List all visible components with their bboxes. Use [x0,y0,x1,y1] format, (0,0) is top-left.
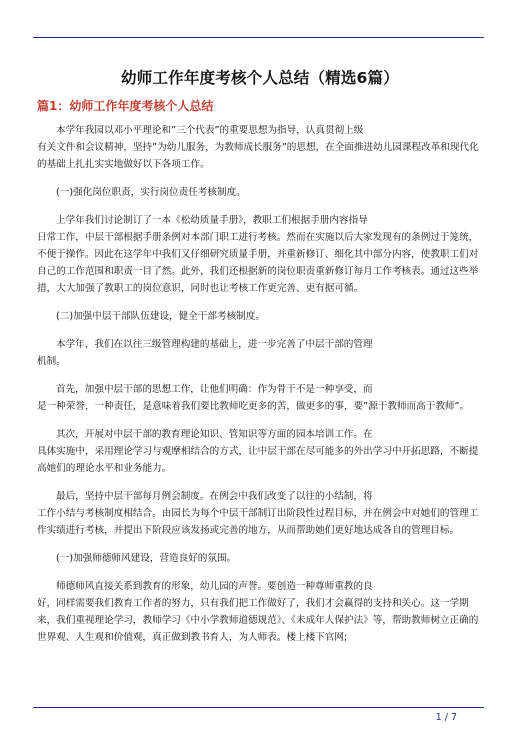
paragraph-heading-1: (一)强化岗位职责，实行岗位责任考核制度。 [56,187,246,198]
footer-rule [33,707,484,708]
document-title: 幼师工作年度考核个人总结（精选6篇） [121,69,399,87]
paragraph-last: 最后，坚持中层干部每月例会制度。在例会中我们改变了以往的小结制，将 工作小结与考核制度相结合。由园长为每个中层干部制订出阶段性过程目标，并在例会中对她们的管理工作实绩进行考核，并提出下阶段应该发扬或完善的地方，从而帮助她们更好地达成各自的管理目标。 [37,491,479,536]
paragraph-heading-2: (二)加强中层干部队伍建设，健全干部考核制度。 [56,311,265,322]
paragraph-first: 首先，加强中层干部的思想工作，让他们明确：作为骨干不是一种享受，而 是一种荣誉，一种责任，是意味着我们要比教师吃更多的苦，做更多的事，要”源于教师而高于教师”。 [37,384,470,412]
paragraph-quality-manual: 上学年我们讨论制订了一本《松幼质量手册》，教职工们根据手册内容指导 日常工作，中层干部根据手册条例对本部门职工进行考核。然而在实施以后大家发现有的条例过于笼统，不便于操作。因此在这学年中我们又仔细研究质量手册，并重新修订、细化其中部分内容，使教职工们对自己的工作范围和职责一目了然。此外，我们还根据新的岗位职责重新修订每月工作考核表。通过这些举措，大大加强了教职工的岗位意识，同时也让考核工作更完善、更有据可循。 [37,215,479,294]
section-heading: 篇1：幼师工作年度考核个人总结 [37,99,214,113]
page-indicator: 1 / 7 [435,712,457,723]
header-rule [33,37,484,38]
paragraph-ethics: 师德师风直接关系到教育的形象，幼儿园的声誉。要创造一种尊师重教的良 好，同样需要我们教育工作者的努力，只有我们把工作做好了，我们才会赢得的支持和关心。这一学期来，我们重视理论学习，教师学习《中小学教师道德规范》、《未成年人保护法》等，帮助教师树立正确的世界观、人生观和价值观，真正做到教书育人，为人师表。楼上楼下官网; [37,581,479,643]
paragraph-intro: 本学年我园以邓小平理论和”三个代表”的重要思想为指导，认真贯彻上级 有关文件和会议精神，坚持”为幼儿服务，为教师成长服务”的思想，在全面推进幼儿园课程改革和现代化的基础上扎扎实实地做好以下各项工作。 [37,125,479,170]
paragraph-heading-3: (一)加强师德师风建设，营造良好的氛围。 [56,553,237,564]
paragraph-second: 其次，开展对中层干部的教育理论知识、管知识等方面的园本培训工作。在 具体实施中，采用理论学习与观摩相结合的方式，让中层干部在尽可能多的外出学习中开拓思路，不断提高她们的理论水平和业务能力。 [37,429,479,474]
paragraph-management: 本学年，我们在以往三级管理构建的基础上，进一步完善了中层干部的管理 机制。 [37,339,373,367]
document-body [37,122,487,657]
